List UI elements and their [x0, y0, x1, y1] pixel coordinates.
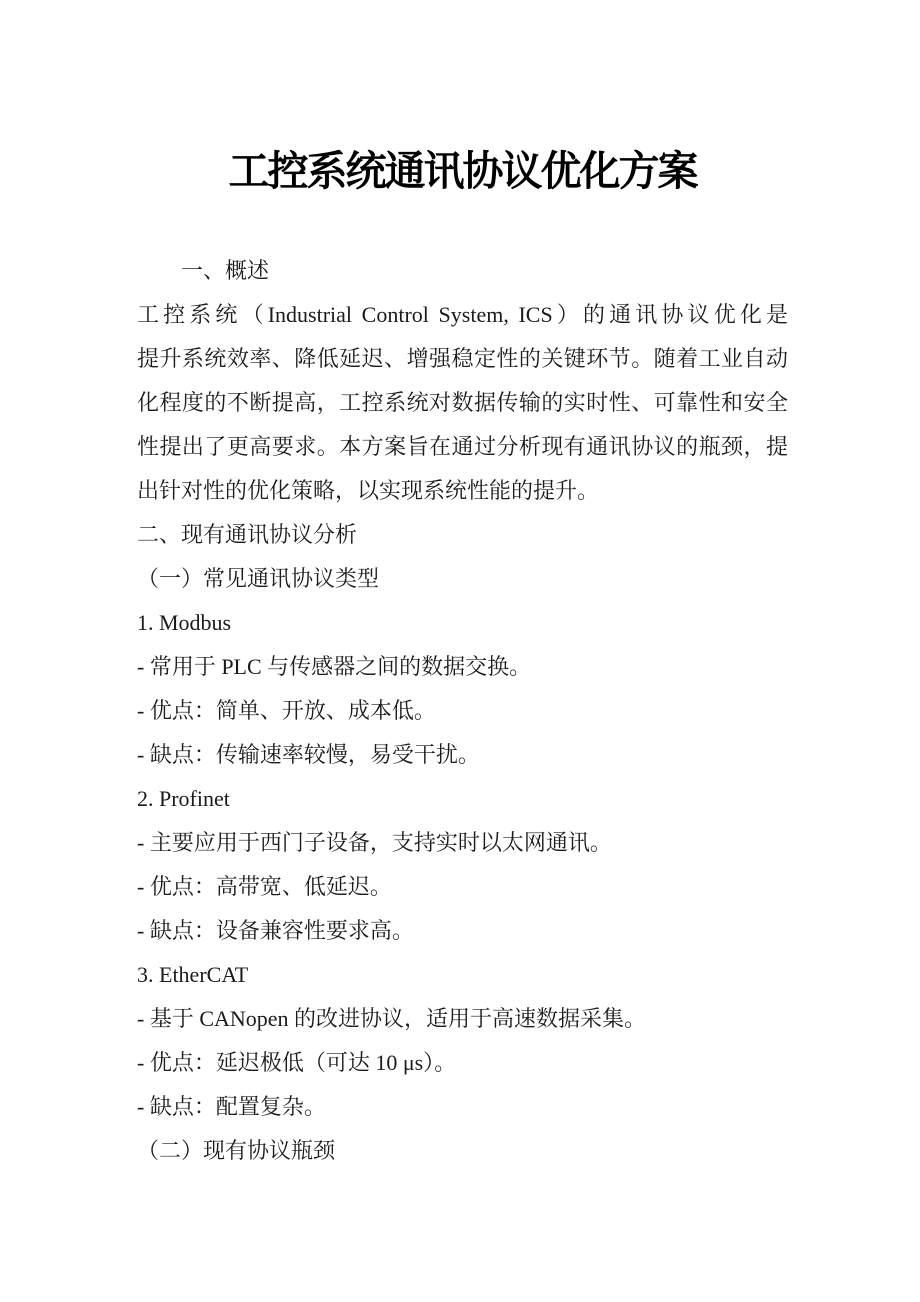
bullet-item: - 优点：简单、开放、成本低。 — [137, 698, 436, 723]
bullet-item: - 优点：延迟极低（可达 10 μs）。 — [137, 1050, 457, 1075]
bullet-item: - 基于 CANopen 的改进协议，适用于高速数据采集。 — [137, 1006, 647, 1031]
body-text-line: 提升系统效率、降低延迟、增强稳定性的关键环节。随着工业自动 — [137, 346, 788, 371]
document-title: 工控系统通讯协议优化方案 — [228, 148, 697, 194]
body-text-line: 工控系统（Industrial Control System, ICS）的通讯协议优化是 — [137, 302, 788, 327]
subsection-heading-protocol-types: （一）常见通讯协议类型 — [137, 566, 380, 591]
section-heading-analysis: 二、现有通讯协议分析 — [137, 522, 358, 547]
bullet-item: - 缺点：传输速率较慢，易受干扰。 — [137, 742, 480, 767]
section-heading-overview: 一、概述 — [181, 258, 270, 283]
numbered-item-modbus: 1. Modbus — [137, 610, 232, 635]
numbered-item-profinet: 2. Profinet — [137, 786, 230, 811]
body-text-line: 化程度的不断提高，工控系统对数据传输的实时性、可靠性和安全 — [137, 390, 788, 415]
bullet-item: - 常用于 PLC 与传感器之间的数据交换。 — [137, 654, 532, 679]
subsection-heading-bottlenecks: （二）现有协议瓶颈 — [137, 1138, 336, 1163]
bullet-item: - 缺点：设备兼容性要求高。 — [137, 918, 414, 943]
body-text-line: 性提出了更高要求。本方案旨在通过分析现有通讯协议的瓶颈，提 — [137, 434, 788, 459]
numbered-item-ethercat: 3. EtherCAT — [137, 962, 249, 987]
bullet-item: - 缺点：配置复杂。 — [137, 1094, 326, 1119]
body-text-line: 出针对性的优化策略，以实现系统性能的提升。 — [137, 478, 600, 503]
bullet-item: - 优点：高带宽、低延迟。 — [137, 874, 392, 899]
bullet-item: - 主要应用于西门子设备，支持实时以太网通讯。 — [137, 830, 612, 855]
